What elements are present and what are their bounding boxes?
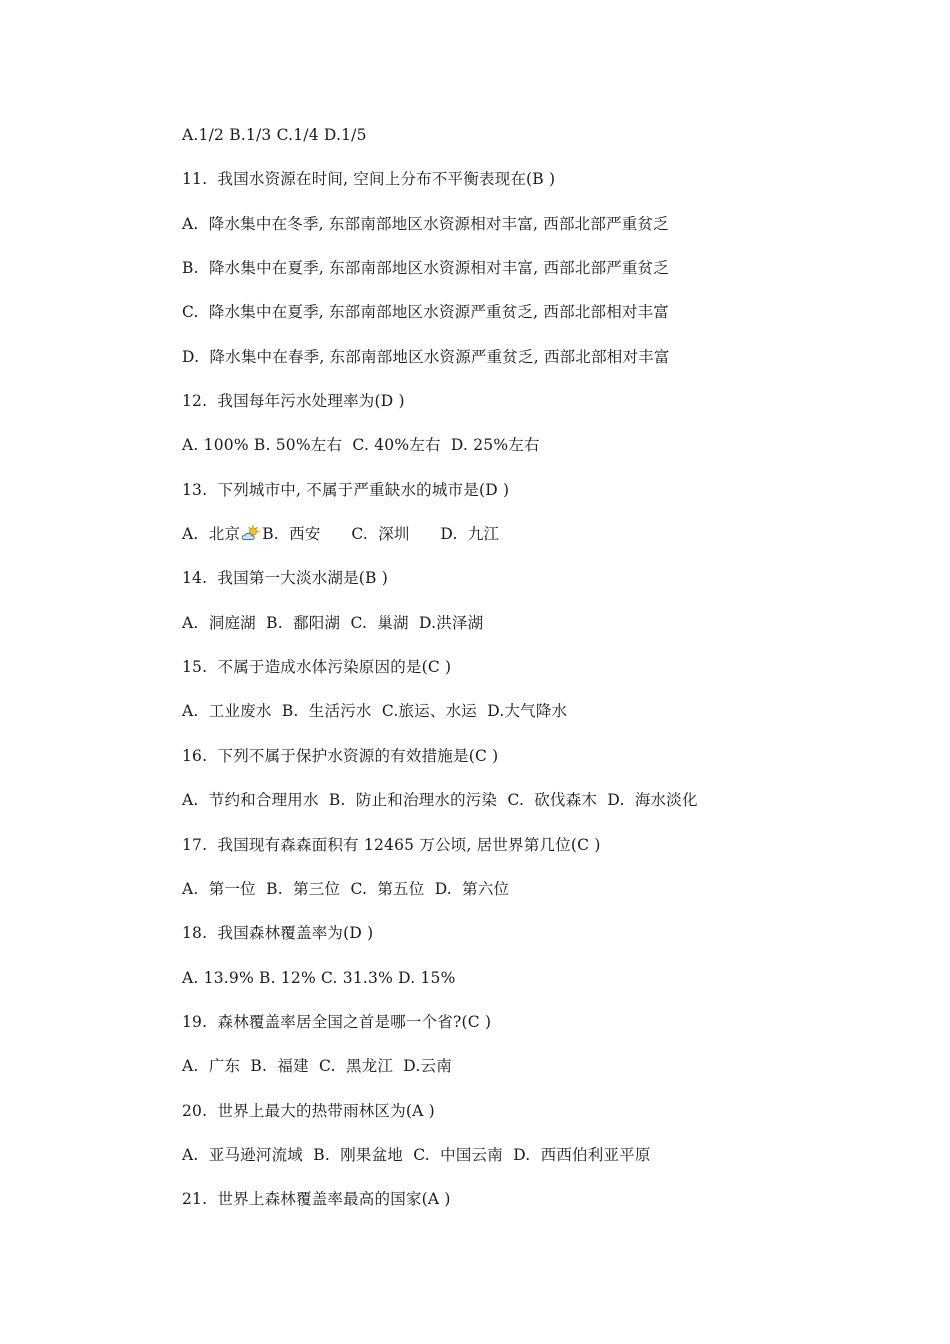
question-14-options: A. 洞庭湖 B. 鄱阳湖 C. 巢湖 D.洪泽湖 — [182, 613, 484, 632]
question-19-options: A. 广东 B. 福建 C. 黑龙江 D.云南 — [182, 1057, 452, 1076]
question-11: 11. 我国水资源在时间, 空间上分布不平衡表现在(B ) — [182, 170, 556, 189]
question-20-options: A. 亚马逊河流域 B. 刚果盆地 C. 中国云南 D. 西西伯利亚平原 — [182, 1145, 651, 1164]
question-15: 15. 不属于造成水体污染原因的是(C ) — [182, 658, 452, 677]
question-13-option-a: A. 北京 — [182, 525, 241, 544]
question-17: 17. 我国现有森森面积有 12465 万公顷, 居世界第几位(C ) — [182, 835, 601, 854]
question-13: 13. 下列城市中, 不属于严重缺水的城市是(D ) — [182, 480, 510, 499]
question-11-option-a: A. 降水集中在冬季, 东部南部地区水资源相对丰富, 西部北部严重贫乏 — [182, 214, 669, 233]
question-20: 20. 世界上最大的热带雨林区为(A ) — [182, 1101, 435, 1120]
question-19: 19. 森林覆盖率居全国之首是哪一个省?(C ) — [182, 1012, 492, 1031]
question-11-option-d: D. 降水集中在春季, 东部南部地区水资源严重贫乏, 西部北部相对丰富 — [182, 347, 670, 366]
question-12: 12. 我国每年污水处理率为(D ) — [182, 392, 405, 411]
question-11-option-b: B. 降水集中在夏季, 东部南部地区水资源相对丰富, 西部北部严重贫乏 — [182, 259, 670, 278]
question-18-options: A. 13.9% B. 12% C. 31.3% D. 15% — [182, 968, 456, 987]
line-1: A.1/2 B.1/3 C.1/4 D.1/5 — [182, 126, 367, 144]
question-11-option-c: C. 降水集中在夏季, 东部南部地区水资源严重贫乏, 西部北部相对丰富 — [182, 303, 669, 322]
question-13-options-rest: B. 西安 C. 深圳 D. 九江 — [262, 525, 500, 544]
weather-sun-cloud-icon — [241, 524, 261, 542]
question-13-options — [182, 521, 902, 565]
question-12-options: A. 100% B. 50%左右 C. 40%左右 D. 25%左右 — [182, 436, 540, 455]
document-body — [182, 122, 902, 1231]
question-16-options: A. 节约和合理用水 B. 防止和治理水的污染 C. 砍伐森木 D. 海水淡化 — [182, 791, 698, 810]
question-21: 21. 世界上森林覆盖率最高的国家(A ) — [182, 1190, 451, 1209]
question-15-options: A. 工业废水 B. 生活污水 C.旅运、水运 D.大气降水 — [182, 702, 568, 721]
question-14: 14. 我国第一大淡水湖是(B ) — [182, 569, 389, 588]
question-16: 16. 下列不属于保护水资源的有效措施是(C ) — [182, 746, 499, 765]
question-17-options: A. 第一位 B. 第三位 C. 第五位 D. 第六位 — [182, 879, 510, 898]
question-18: 18. 我国森林覆盖率为(D ) — [182, 924, 374, 943]
